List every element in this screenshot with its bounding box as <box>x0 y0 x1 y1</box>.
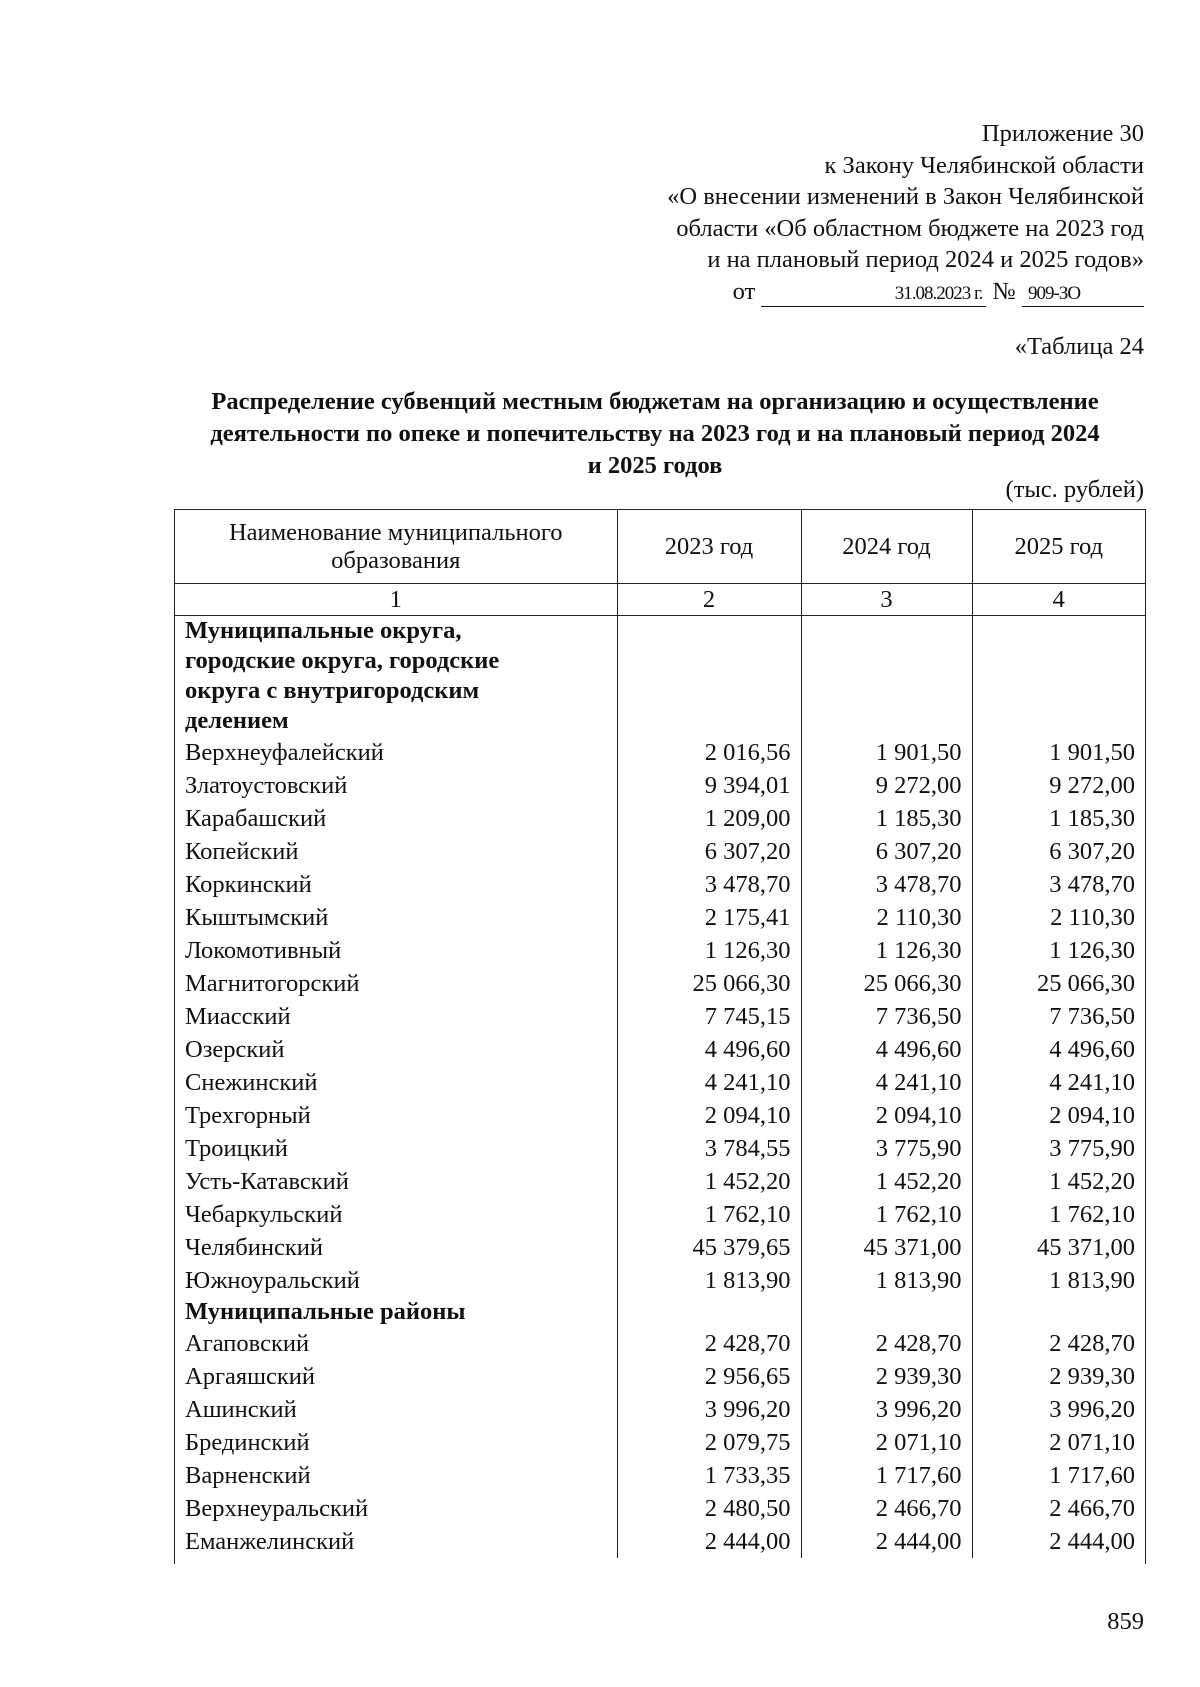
appendix-line: и на плановый период 2024 и 2025 годов» <box>707 246 1144 273</box>
municipality-name: Златоустовский <box>175 769 617 802</box>
value-2023: 7 745,15 <box>617 1000 801 1033</box>
value-2023: 1 813,90 <box>617 1264 801 1297</box>
law-number: 909-ЗО <box>1022 282 1144 307</box>
value-2024: 25 066,30 <box>801 967 972 1000</box>
column-number: 1 <box>175 584 617 616</box>
table-row <box>175 1459 1145 1492</box>
municipality-name: Чебаркульский <box>175 1198 617 1231</box>
value-2024: 2 428,70 <box>801 1327 972 1360</box>
value-2023: 6 307,20 <box>617 835 801 868</box>
value-2025: 2 939,30 <box>1049 1363 1135 1390</box>
value-2024: 7 736,50 <box>801 1000 972 1033</box>
municipality-name: Магнитогорский <box>175 967 617 1000</box>
value-2024: 3 996,20 <box>801 1393 972 1426</box>
value-2025: 2 444,00 <box>1049 1528 1135 1555</box>
table-row <box>175 1066 1145 1099</box>
value-2024: 1 813,90 <box>801 1264 972 1297</box>
empty-cell <box>617 1297 801 1327</box>
value-2025: 9 272,00 <box>1049 772 1135 799</box>
table-row <box>175 1132 1145 1165</box>
value-2023: 2 079,75 <box>617 1426 801 1459</box>
value-2023: 3 996,20 <box>617 1393 801 1426</box>
header-2023: 2023 год <box>617 510 801 584</box>
empty-cell <box>801 1297 972 1327</box>
value-2025: 25 066,30 <box>1037 970 1135 997</box>
value-2024: 4 241,10 <box>801 1066 972 1099</box>
value-2023: 1 733,35 <box>617 1459 801 1492</box>
municipality-name: Варненский <box>175 1459 617 1492</box>
value-2023: 2 175,41 <box>617 901 801 934</box>
header-2024: 2024 год <box>801 510 972 584</box>
table-row <box>175 802 1145 835</box>
table-row <box>175 1492 1145 1525</box>
value-2023: 2 444,00 <box>617 1525 801 1558</box>
municipality-name: Верхнеуфалейский <box>175 736 617 769</box>
table-row <box>175 934 1145 967</box>
section-heading-line: округа с внутригородским <box>185 677 480 704</box>
value-2024: 45 371,00 <box>801 1231 972 1264</box>
value-2023: 2 094,10 <box>617 1099 801 1132</box>
table-row <box>175 1000 1145 1033</box>
section-heading-line: Муниципальные округа, <box>185 617 462 644</box>
value-2023: 2 428,70 <box>617 1327 801 1360</box>
section-heading-line: городские округа, городские <box>185 647 500 674</box>
value-2024: 2 444,00 <box>801 1525 972 1558</box>
value-2024: 2 939,30 <box>801 1360 972 1393</box>
value-2025: 2 071,10 <box>1049 1429 1135 1456</box>
table-row <box>175 1099 1145 1132</box>
title-line: и 2025 годов <box>587 452 723 479</box>
title-line: Распределение субвенций местным бюджетам на организацию и осуществление <box>211 388 1099 415</box>
column-number-row <box>175 584 1145 616</box>
value-2024: 1 901,50 <box>801 736 972 769</box>
number-sign: № <box>992 277 1016 305</box>
table-body <box>175 584 1145 1559</box>
value-2025: 2 094,10 <box>1049 1102 1135 1129</box>
value-2024: 2 110,30 <box>801 901 972 934</box>
value-2024: 1 717,60 <box>801 1459 972 1492</box>
municipality-name: Миасский <box>175 1000 617 1033</box>
municipality-name: Коркинский <box>175 868 617 901</box>
value-2023: 2 016,56 <box>617 736 801 769</box>
value-2024: 3 478,70 <box>801 868 972 901</box>
value-2023: 9 394,01 <box>617 769 801 802</box>
value-2023: 2 956,65 <box>617 1360 801 1393</box>
municipality-name: Локомотивный <box>175 934 617 967</box>
value-2025: 4 241,10 <box>1049 1069 1135 1096</box>
empty-cell <box>801 616 972 737</box>
table-row <box>175 868 1145 901</box>
municipality-name: Снежинский <box>175 1066 617 1099</box>
municipality-name: Ашинский <box>175 1393 617 1426</box>
value-2023: 1 126,30 <box>617 934 801 967</box>
value-2024: 1 452,20 <box>801 1165 972 1198</box>
table-header-row <box>175 510 1145 584</box>
column-number: 3 <box>801 584 972 616</box>
section-heading-line: делением <box>185 707 289 734</box>
table-row <box>175 769 1145 802</box>
value-2024: 3 775,90 <box>801 1132 972 1165</box>
table-row <box>175 1264 1145 1297</box>
value-2023: 45 379,65 <box>617 1231 801 1264</box>
header-municipality <box>175 510 617 584</box>
table-row <box>175 901 1145 934</box>
value-2025: 1 901,50 <box>1049 739 1135 766</box>
value-2025: 6 307,20 <box>1049 838 1135 865</box>
column-number: 4 <box>972 584 1145 616</box>
header-line: образования <box>331 546 461 574</box>
table-row <box>175 736 1145 769</box>
municipality-name: Карабашский <box>175 802 617 835</box>
value-2024: 9 272,00 <box>801 769 972 802</box>
value-2025: 2 466,70 <box>1049 1495 1135 1522</box>
value-2023: 25 066,30 <box>617 967 801 1000</box>
table-row <box>175 967 1145 1000</box>
value-2025: 3 996,20 <box>1049 1396 1135 1423</box>
municipality-name: Челябинский <box>175 1231 617 1264</box>
page-number: 859 <box>1107 1608 1144 1635</box>
municipality-name: Брединский <box>175 1426 617 1459</box>
table-row <box>175 1525 1145 1558</box>
municipality-name: Еманжелинский <box>175 1525 617 1558</box>
value-2024: 2 071,10 <box>801 1426 972 1459</box>
municipality-name: Агаповский <box>175 1327 617 1360</box>
appendix-line: «О внесении изменений в Закон Челябинской <box>667 183 1144 210</box>
title-line: деятельности по опеке и попечительству на 2023 год и на плановый период 2024 <box>210 420 1100 447</box>
table-row <box>175 1033 1145 1066</box>
table-row <box>175 1165 1145 1198</box>
section-row-urban-districts <box>175 616 1145 737</box>
law-date: 31.08.2023 г. <box>761 282 986 307</box>
municipality-name: Усть-Катавский <box>175 1165 617 1198</box>
date-prefix: от <box>732 277 756 305</box>
appendix-line: области «Об областном бюджете на 2023 год <box>676 214 1144 242</box>
value-2025: 1 185,30 <box>1049 805 1135 832</box>
value-2024: 2 466,70 <box>801 1492 972 1525</box>
municipality-name: Трехгорный <box>175 1099 617 1132</box>
value-2024: 1 762,10 <box>801 1198 972 1231</box>
value-2023: 1 209,00 <box>617 802 801 835</box>
subvention-table <box>174 509 1146 1564</box>
value-2025: 1 717,60 <box>1049 1462 1135 1489</box>
municipality-name: Кыштымский <box>175 901 617 934</box>
value-2025: 1 126,30 <box>1049 937 1135 964</box>
table-row <box>175 835 1145 868</box>
value-2025: 7 736,50 <box>1049 1003 1135 1030</box>
value-2025: 2 428,70 <box>1049 1330 1135 1357</box>
empty-cell <box>972 616 1145 737</box>
value-2025: 1 452,20 <box>1049 1168 1135 1195</box>
value-2023: 1 762,10 <box>617 1198 801 1231</box>
municipality-name: Верхнеуральский <box>175 1492 617 1525</box>
value-2023: 3 784,55 <box>617 1132 801 1165</box>
units-label: (тыс. рублей) <box>1005 476 1144 503</box>
municipality-name: Озерский <box>175 1033 617 1066</box>
value-2023: 4 496,60 <box>617 1033 801 1066</box>
value-2025: 1 762,10 <box>1049 1201 1135 1228</box>
value-2024: 2 094,10 <box>801 1099 972 1132</box>
appendix-line: к Закону Челябинской области <box>824 151 1144 179</box>
table-reference: «Таблица 24 <box>1014 333 1144 360</box>
table-row <box>175 1393 1145 1426</box>
empty-cell <box>617 616 801 737</box>
header-line: Наименование муниципального <box>228 518 563 546</box>
section-heading <box>175 616 617 737</box>
value-2025: 1 813,90 <box>1049 1267 1135 1294</box>
document-title <box>170 386 1140 482</box>
table-row <box>175 1426 1145 1459</box>
value-2024: 1 185,30 <box>801 802 972 835</box>
value-2023: 1 452,20 <box>617 1165 801 1198</box>
value-2024: 6 307,20 <box>801 835 972 868</box>
value-2025: 2 110,30 <box>1050 904 1135 931</box>
header-2025: 2025 год <box>972 510 1145 584</box>
table-row <box>175 1231 1145 1264</box>
value-2023: 4 241,10 <box>617 1066 801 1099</box>
value-2024: 1 126,30 <box>801 934 972 967</box>
table-row <box>175 1198 1145 1231</box>
value-2025: 4 496,60 <box>1049 1036 1135 1063</box>
value-2023: 3 478,70 <box>617 868 801 901</box>
value-2025: 3 478,70 <box>1049 871 1135 898</box>
municipality-name: Троицкий <box>175 1132 617 1165</box>
table-row <box>175 1360 1145 1393</box>
appendix-line: Приложение 30 <box>981 120 1144 147</box>
column-number: 2 <box>617 584 801 616</box>
value-2024: 4 496,60 <box>801 1033 972 1066</box>
empty-cell <box>972 1297 1145 1327</box>
section-row-municipal-districts <box>175 1297 1145 1327</box>
municipality-name: Аргаяшский <box>175 1360 617 1393</box>
appendix-header <box>524 118 1144 307</box>
municipality-name: Южноуральский <box>175 1264 617 1297</box>
value-2023: 2 480,50 <box>617 1492 801 1525</box>
table-row <box>175 1327 1145 1360</box>
municipality-name: Копейский <box>175 835 617 868</box>
value-2025: 3 775,90 <box>1049 1135 1135 1162</box>
section-heading: Муниципальные районы <box>175 1297 617 1327</box>
law-signature-line <box>524 276 1144 308</box>
value-2025: 45 371,00 <box>1037 1234 1135 1261</box>
